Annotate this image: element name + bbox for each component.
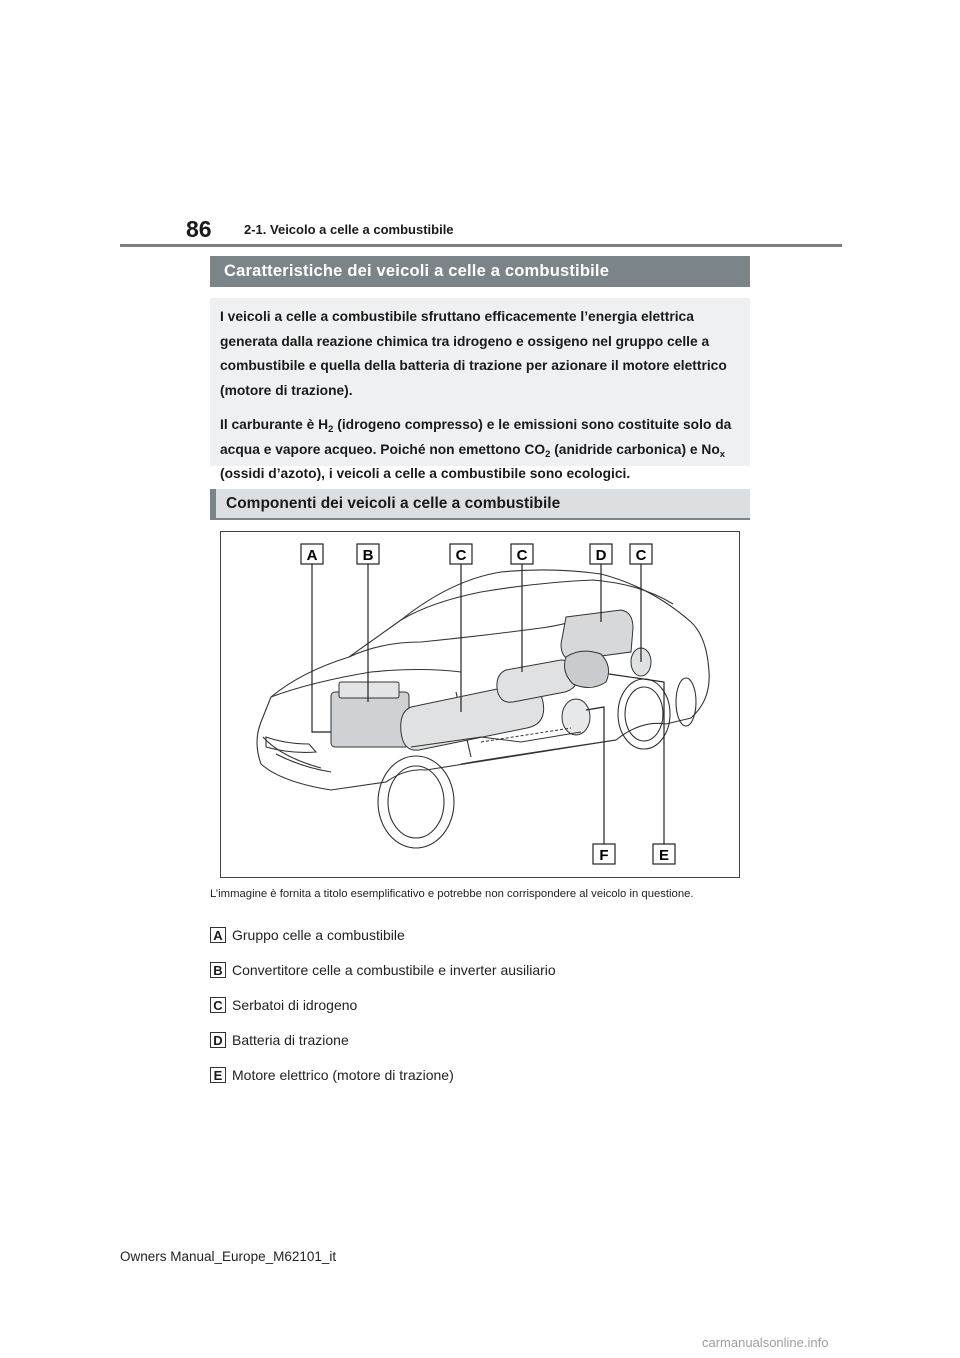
callout-f bbox=[593, 844, 615, 864]
footer-manual-id: Owners Manual_Europe_M62101_it bbox=[120, 1249, 337, 1264]
section-heading-components: Componenti dei veicoli a celle a combustibile bbox=[210, 489, 750, 519]
callout-c3 bbox=[630, 544, 652, 564]
callout-c1 bbox=[450, 544, 472, 564]
legend-text: Motore elettrico (motore di trazione) bbox=[232, 1067, 454, 1083]
legend-badge: E bbox=[210, 1067, 226, 1083]
p2-text-c: (anidride carbonica) e No bbox=[550, 441, 720, 457]
callout-a bbox=[301, 544, 323, 564]
legend-item-b bbox=[210, 960, 556, 980]
legend-text: Batteria di trazione bbox=[232, 1032, 349, 1048]
chapter-title: 2-1. Veicolo a celle a combustibile bbox=[244, 222, 454, 237]
callout-d-text: D bbox=[595, 547, 607, 564]
callout-c2-text: C bbox=[516, 547, 528, 564]
callout-c2 bbox=[511, 544, 533, 564]
callout-b-text: B bbox=[362, 547, 374, 564]
p2-text-b: (idrogeno compresso) e le emissioni sono costituite solo da acqua e vapore acqueo. Poiché non emettono CO bbox=[220, 417, 732, 457]
callout-c1-text: C bbox=[455, 547, 467, 564]
section-divider bbox=[210, 518, 750, 520]
legend-item-e bbox=[210, 1065, 454, 1085]
callout-a-text: A bbox=[306, 547, 318, 564]
p2-subscript-1: 2 bbox=[328, 424, 334, 435]
legend-badge: B bbox=[210, 962, 226, 978]
legend-item-c bbox=[210, 995, 357, 1015]
watermark: carmanualsonline.info bbox=[702, 1335, 829, 1350]
callout-b bbox=[357, 544, 379, 564]
p2-subscript-3: x bbox=[719, 448, 726, 460]
callout-f-text: F bbox=[599, 847, 609, 864]
legend-item-d bbox=[210, 1030, 349, 1050]
p2-subscript-2: 2 bbox=[545, 448, 551, 460]
callout-e bbox=[653, 844, 675, 864]
p2-text-d: (ossidi d’azoto), i veicoli a celle a combustibile sono ecologici. bbox=[220, 466, 631, 481]
section-heading-features: Caratteristiche dei veicoli a celle a combustibile bbox=[210, 256, 750, 287]
callout-c3-text: C bbox=[635, 547, 647, 564]
callout-e-text: E bbox=[658, 847, 670, 864]
legend-badge: C bbox=[210, 997, 226, 1013]
callout-d bbox=[590, 544, 612, 564]
intro-box bbox=[210, 298, 750, 481]
intro-paragraph-2 bbox=[220, 413, 740, 487]
legend-badge: D bbox=[210, 1032, 226, 1048]
legend-badge: A bbox=[210, 927, 226, 943]
vehicle-diagram bbox=[220, 531, 740, 878]
p2-text-a: Il carburante è H bbox=[220, 417, 329, 432]
header-divider bbox=[120, 244, 842, 247]
legend-text: Gruppo celle a combustibile bbox=[232, 927, 405, 943]
legend-item-a bbox=[210, 925, 405, 945]
figure-caption: L’immagine è fornita a titolo esemplificativo e potrebbe non corrispondere al veicolo in questione. bbox=[210, 888, 694, 900]
vehicle-illustration bbox=[221, 532, 741, 879]
legend-text: Convertitore celle a combustibile e inverter ausiliario bbox=[232, 962, 556, 978]
page-number: 86 bbox=[186, 216, 212, 242]
intro-paragraph-1: I veicoli a celle a combustibile sfruttano efficacemente l’energia elettrica generata dalla reazione chimica tra idrogeno e ossigeno nel gruppo celle a combustibile e quella della batteria di trazione per azionare il motore elettrico (motore di trazione). bbox=[220, 309, 727, 398]
components bbox=[331, 610, 651, 750]
legend-text: Serbatoi di idrogeno bbox=[232, 997, 358, 1013]
